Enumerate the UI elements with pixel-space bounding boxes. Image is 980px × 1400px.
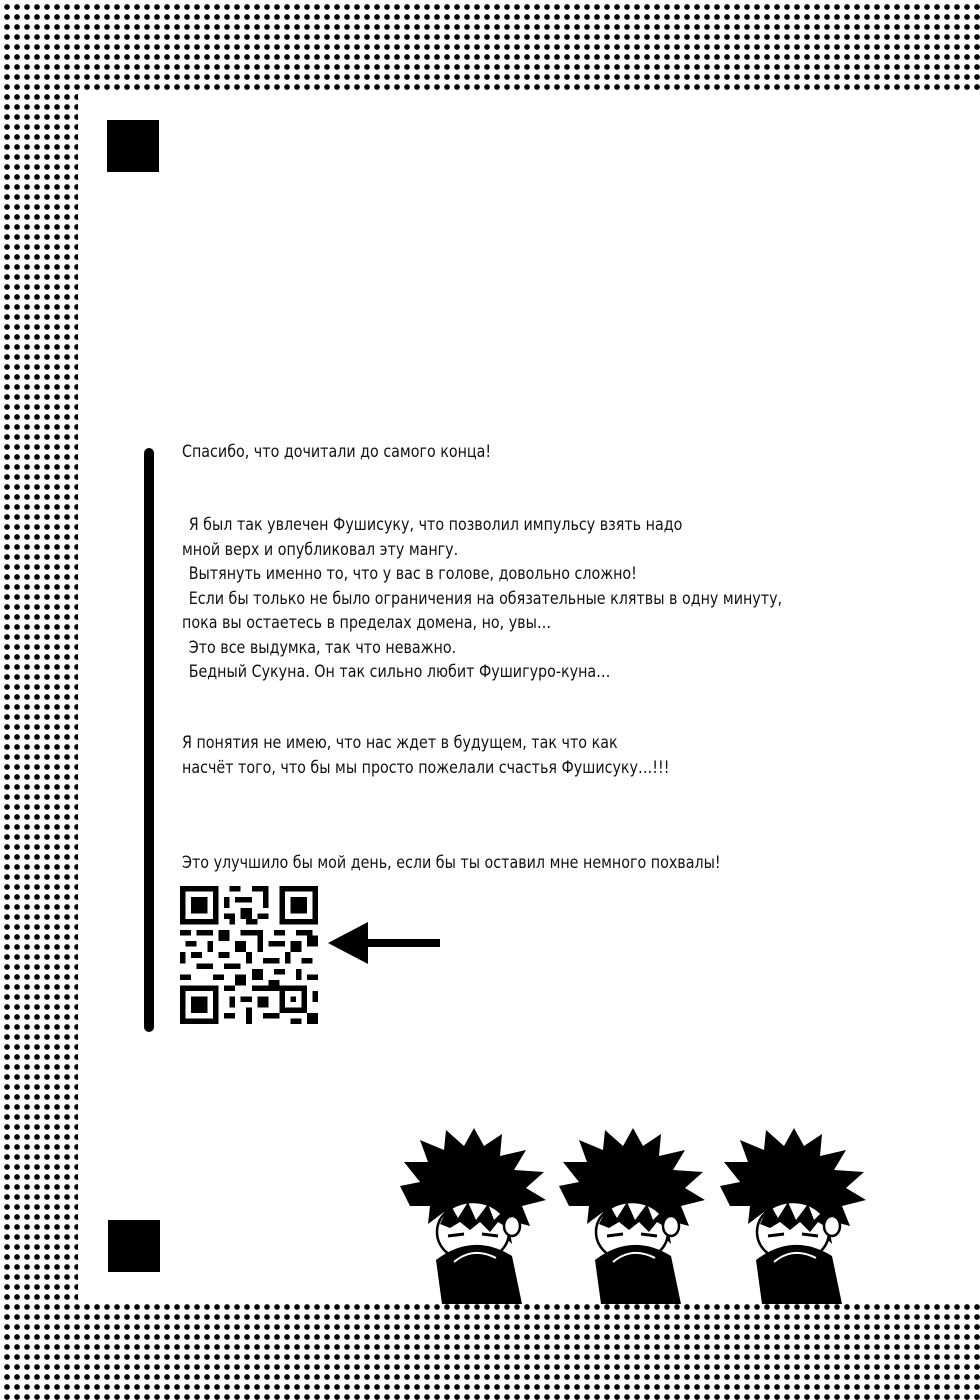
paragraph1-line-3: Вытянуть именно то, что у вас в голове, довольно сложно! xyxy=(188,564,637,584)
chibi-character-icon xyxy=(557,1128,707,1304)
vertical-bar-divider xyxy=(144,448,154,1032)
white-panel xyxy=(78,90,980,1300)
corner-mark-bottom xyxy=(108,1220,160,1272)
praise-line: Это улучшило бы мой день, если бы ты оставил мне немного похвалы! xyxy=(182,853,721,873)
corner-mark-top xyxy=(107,120,159,172)
paragraph1-line-6: Это все выдумка, так что неважно. xyxy=(188,637,457,658)
chibi-character-icon xyxy=(398,1128,548,1304)
thanks-text xyxy=(182,440,753,465)
left-arrow-icon xyxy=(328,922,440,964)
praise-request-text xyxy=(182,851,753,876)
qr-code-icon[interactable] xyxy=(180,886,318,1024)
paragraph1-line-1: Я был так увлечен Фушисуку, что позволил импульсу взять надо xyxy=(188,515,683,535)
afterword-paragraph-2 xyxy=(182,731,753,780)
paragraph1-line-2: мной верх и опубликовал эту мангу. xyxy=(182,539,459,560)
paragraph1-line-5: пока вы остаетесь в пределах домена, но, увы… xyxy=(182,613,552,633)
paragraph1-line-7: Бедный Сукуна. Он так сильно любит Фушигуро-куна… xyxy=(188,662,611,682)
paragraph2-line-2: насчёт того, что бы мы просто пожелали счастья Фушисуку…!!! xyxy=(182,757,670,778)
afterword-paragraph-1 xyxy=(182,513,783,685)
paragraph1-line-4: Если бы только не было ограничения на обязательные клятвы в одну минуту, xyxy=(188,588,783,609)
paragraph2-line-1: Я понятия не имею, что нас ждет в будущем, так что как xyxy=(182,733,618,753)
thanks-line: Спасибо, что дочитали до самого конца! xyxy=(182,442,492,462)
chibi-character-icon xyxy=(718,1128,868,1304)
